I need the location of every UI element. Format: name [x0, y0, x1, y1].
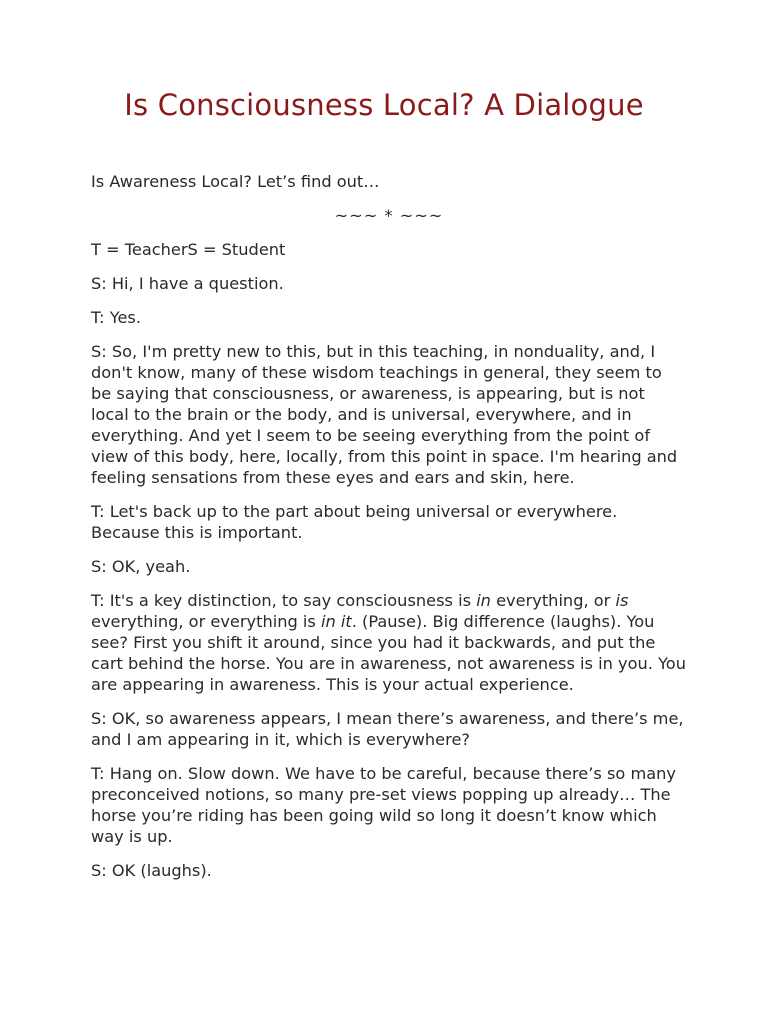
text-run: T: It's a key distinction, to say consciousness is: [91, 591, 477, 610]
text-run: everything, or: [490, 591, 616, 610]
dialogue-paragraph: T: Yes.: [91, 308, 141, 327]
text-run: everything, or everything is: [91, 612, 321, 631]
emphasis-text: in it: [320, 612, 352, 631]
emphasis-text: in: [476, 591, 491, 610]
dialogue-paragraph: [91, 590, 687, 695]
speaker-legend: T = TeacherS = Student: [91, 240, 286, 259]
page-title: Is Consciousness Local? A Dialogue: [124, 88, 644, 122]
dialogue-paragraph: S: OK, yeah.: [91, 557, 191, 576]
dialogue-paragraph: S: OK (laughs).: [91, 861, 212, 880]
dialogue-paragraph: S: So, I'm pretty new to this, but in this teaching, in nonduality, and, I don't know, many of these wisdom teachings in general, they seem to be saying that consciousness, or awareness, is appearing, but is not local to the brain or the body, and is universal, everywhere, and in everything. And yet I seem to be seeing everything from the point of view of this body, here, locally, from this point in space. I'm hearing and feeling sensations from these eyes and ears and skin, here.: [91, 342, 678, 487]
text-run: . (Pause). Big difference (laughs). You see? First you shift it around, since you had it backwards, and put the cart behind the horse. You are in awareness, not awareness is in you. You are appearing in awareness. This is your actual experience.: [91, 612, 686, 694]
dialogue-paragraph: S: Hi, I have a question.: [91, 274, 284, 293]
dialogue-paragraph: T: Let's back up to the part about being universal or everywhere. Because this is important.: [91, 502, 618, 542]
section-separator: ~~~ * ~~~: [334, 206, 444, 225]
intro-paragraph: Is Awareness Local? Let’s find out…: [91, 172, 380, 191]
emphasis-text: is: [615, 591, 629, 610]
dialogue-paragraph: S: OK, so awareness appears, I mean there’s awareness, and there’s me, and I am appearing in it, which is everywhere?: [91, 709, 684, 749]
document-body: [91, 171, 687, 894]
dialogue-paragraph: T: Hang on. Slow down. We have to be careful, because there’s so many preconceived notions, so many pre-set views popping up already… The horse you’re riding has been going wild so long it doesn’t know which way is up.: [91, 764, 676, 846]
